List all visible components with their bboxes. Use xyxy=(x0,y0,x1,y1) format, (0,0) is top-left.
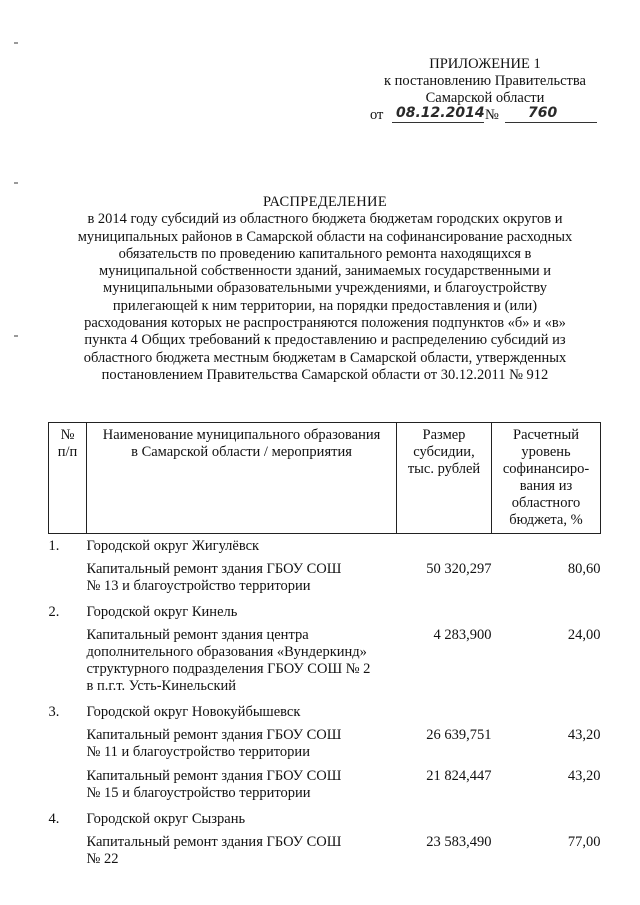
subsidy-amount: 4 283,900 xyxy=(433,627,492,643)
row-number: 3. xyxy=(48,704,60,720)
header-name: Наименование муниципального образования в Самарской области / мероприятия xyxy=(87,423,397,534)
heading-line: прилегающей к ним территории, на порядки предоставления и (или) xyxy=(112,297,538,314)
cofinancing-level: 77,00 xyxy=(567,834,601,850)
date-underline xyxy=(392,122,484,123)
activity-name xyxy=(87,768,397,809)
subsidy-amount: 23 583,490 xyxy=(426,834,492,850)
activity-name xyxy=(87,561,397,602)
header-num: № п/п xyxy=(49,423,87,534)
number-value: 760 xyxy=(528,105,558,121)
appendix-block xyxy=(360,56,610,125)
heading-line: муниципальной собственности зданий, занимаемых государственными и xyxy=(99,263,551,280)
heading-line: муниципальными образовательными учреждениями, и благоустройству xyxy=(103,280,547,297)
appendix-line-2: Самарской области xyxy=(425,90,545,106)
activity-line: № 15 и благоустройство территории xyxy=(86,785,311,801)
activity-line: № 11 и благоустройство территории xyxy=(86,744,310,760)
activity-line: № 22 xyxy=(86,851,119,867)
activity-name xyxy=(87,727,397,768)
municipality-name: Городской округ Сызрань xyxy=(86,811,246,827)
header-level: Расчетный уровень софинансиро- вания из областного бюджета, % xyxy=(492,423,601,534)
activity-row xyxy=(49,561,601,602)
cofinancing-level: 24,00 xyxy=(567,627,601,643)
activity-line: Капитальный ремонт здания ГБОУ СОШ xyxy=(86,768,342,784)
cofinancing-level: 43,20 xyxy=(567,727,601,743)
activity-row xyxy=(49,627,601,702)
municipality-row xyxy=(49,809,601,834)
subsidy-amount: 50 320,297 xyxy=(426,561,492,577)
cofinancing-level: 80,60 xyxy=(567,561,601,577)
scan-mark xyxy=(14,335,18,337)
municipality-name: Городской округ Кинель xyxy=(86,604,238,620)
table-body xyxy=(49,534,601,876)
heading-line: пункта 4 Общих требований к предоставлению и распределению субсидий из xyxy=(84,332,566,349)
municipality-name: Городской округ Новокуйбышевск xyxy=(86,704,301,720)
activity-line: Капитальный ремонт здания ГБОУ СОШ xyxy=(86,727,342,743)
municipality-row xyxy=(49,602,601,627)
header-subsidy: Размер субсидии, тыс. рублей xyxy=(397,423,492,534)
activity-name xyxy=(87,627,397,702)
activity-line: № 13 и благоустройство территории xyxy=(86,578,311,594)
row-number: 2. xyxy=(48,604,60,620)
municipality-row xyxy=(49,702,601,727)
activity-line: в п.г.т. Усть-Кинельский xyxy=(86,678,237,694)
activity-line: Капитальный ремонт здания ГБОУ СОШ xyxy=(86,561,342,577)
row-number: 4. xyxy=(48,811,60,827)
activity-row xyxy=(49,768,601,809)
table-header-row xyxy=(49,423,601,534)
row-number: 1. xyxy=(48,538,60,554)
activity-line: структурного подразделения ГБОУ СОШ № 2 xyxy=(86,661,371,677)
date-label: от xyxy=(370,107,384,123)
activity-row xyxy=(49,834,601,875)
date-value: 08.12.2014 xyxy=(396,105,485,121)
scan-mark xyxy=(14,182,18,184)
distribution-table xyxy=(48,422,601,875)
heading-line: муниципальных районов в Самарской области на софинансирование расходных xyxy=(77,228,573,245)
appendix-line-1: к постановлению Правительства xyxy=(384,73,586,89)
cofinancing-level: 43,20 xyxy=(567,768,601,784)
scan-mark xyxy=(14,42,18,44)
appendix-title: ПРИЛОЖЕНИЕ 1 xyxy=(429,56,541,72)
heading-title: РАСПРЕДЕЛЕНИЕ xyxy=(263,194,387,210)
heading-line: постановлением Правительства Самарской области от 30.12.2011 № 912 xyxy=(101,366,549,383)
activity-line: Капитальный ремонт здания центра xyxy=(86,627,309,643)
date-number-line xyxy=(360,107,610,125)
subsidy-amount: 26 639,751 xyxy=(426,727,492,743)
municipality-row xyxy=(49,534,601,562)
heading-line: областного бюджета местным бюджетам в Самарской области, утвержденных xyxy=(83,349,567,366)
subsidy-amount: 21 824,447 xyxy=(426,768,492,784)
activity-line: Капитальный ремонт здания ГБОУ СОШ xyxy=(86,834,342,850)
activity-line: дополнительного образования «Вундеркинд» xyxy=(86,644,367,660)
heading-line: расходования которых не распространяются положения подпунктов «б» и «в» xyxy=(84,315,566,332)
number-underline xyxy=(505,122,597,123)
municipality-name: Городской округ Жигулёвск xyxy=(86,538,260,554)
number-label: № xyxy=(485,107,499,123)
document-heading xyxy=(40,194,610,384)
heading-line: в 2014 году субсидий из областного бюджета бюджетам городских округов и xyxy=(87,211,563,228)
heading-line: обязательств по проведению капитального ремонта находящихся в xyxy=(118,245,532,262)
activity-row xyxy=(49,727,601,768)
heading-text xyxy=(40,211,610,384)
activity-name xyxy=(87,834,397,875)
